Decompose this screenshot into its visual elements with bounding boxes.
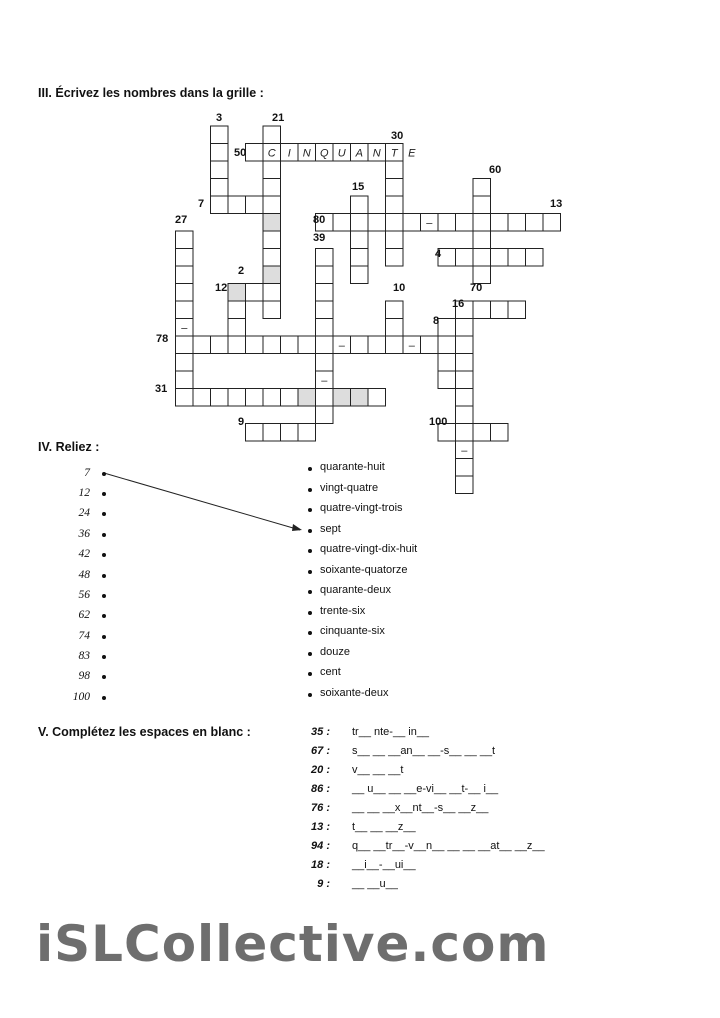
hyphen-mark: – bbox=[426, 217, 433, 230]
grid-cell[interactable] bbox=[298, 389, 316, 407]
fill-pattern[interactable]: __ u__ __ __e-vi__ __t-__ i__ bbox=[352, 783, 499, 795]
grid-cell[interactable] bbox=[473, 179, 491, 197]
grid-cell[interactable] bbox=[263, 284, 281, 302]
grid-cell[interactable] bbox=[263, 266, 281, 284]
clue-21: 21 bbox=[272, 112, 285, 124]
grid-cell[interactable] bbox=[316, 336, 334, 354]
grid-cell[interactable] bbox=[456, 476, 474, 494]
grid-cell[interactable] bbox=[176, 284, 194, 302]
match-dot-right[interactable] bbox=[308, 508, 312, 512]
example-letter: U bbox=[337, 147, 346, 160]
grid-cell[interactable] bbox=[351, 266, 369, 284]
match-word: quatre-vingt-trois bbox=[320, 502, 403, 514]
grid-cell[interactable] bbox=[246, 389, 264, 407]
grid-cell[interactable] bbox=[316, 249, 334, 267]
match-dot-left[interactable] bbox=[102, 594, 106, 598]
match-dot-right[interactable] bbox=[308, 529, 312, 533]
grid-cell[interactable] bbox=[491, 301, 509, 319]
clue-7: 7 bbox=[198, 198, 205, 210]
match-dot-left[interactable] bbox=[102, 512, 106, 516]
clue-8: 8 bbox=[433, 315, 440, 327]
fill-number: 18 : bbox=[311, 859, 330, 871]
section4-title: IV. Reliez : bbox=[38, 440, 100, 454]
grid-cell[interactable] bbox=[473, 301, 491, 319]
clue-30: 30 bbox=[391, 130, 404, 142]
grid-cell[interactable] bbox=[298, 424, 316, 442]
grid-cell[interactable] bbox=[438, 319, 456, 337]
grid-cell[interactable] bbox=[421, 336, 439, 354]
fill-number: 9 : bbox=[317, 878, 330, 890]
fill-pattern[interactable]: tr__ nte-__ in__ bbox=[352, 726, 430, 738]
match-dot-left[interactable] bbox=[102, 492, 106, 496]
match-dot-right[interactable] bbox=[308, 611, 312, 615]
match-number: 42 bbox=[78, 548, 90, 560]
fill-number: 13 : bbox=[311, 821, 330, 833]
clue-2: 2 bbox=[238, 265, 245, 277]
match-number: 62 bbox=[78, 609, 90, 621]
match-number: 56 bbox=[78, 589, 90, 601]
clue-78: 78 bbox=[156, 333, 169, 345]
grid-cell[interactable] bbox=[298, 336, 316, 354]
grid-cell[interactable] bbox=[351, 196, 369, 214]
clue-4: 4 bbox=[435, 248, 442, 260]
match-number: 36 bbox=[78, 528, 90, 540]
example-letter: Q bbox=[319, 147, 329, 160]
grid-cell[interactable] bbox=[386, 196, 404, 214]
grid-cell[interactable] bbox=[351, 389, 369, 407]
grid-cell[interactable] bbox=[456, 249, 474, 267]
match-word: cinquante-six bbox=[320, 625, 385, 637]
grid-cell[interactable] bbox=[386, 214, 404, 232]
clue-12: 12 bbox=[215, 282, 228, 294]
grid-cell[interactable] bbox=[316, 266, 334, 284]
grid-cell[interactable] bbox=[228, 284, 246, 302]
grid-cell[interactable] bbox=[176, 371, 194, 389]
grid-cell[interactable] bbox=[386, 336, 404, 354]
grid-cell[interactable] bbox=[526, 214, 544, 232]
clue-70: 70 bbox=[470, 282, 483, 294]
match-number: 24 bbox=[78, 507, 90, 519]
grid-cell[interactable] bbox=[368, 336, 386, 354]
grid-cell[interactable] bbox=[456, 354, 474, 372]
grid-cell[interactable] bbox=[246, 144, 264, 162]
crossword-grid bbox=[0, 0, 720, 500]
grid-cell[interactable] bbox=[228, 196, 246, 214]
grid-cell[interactable] bbox=[473, 249, 491, 267]
match-dot-right[interactable] bbox=[308, 631, 312, 635]
grid-cell[interactable] bbox=[211, 179, 229, 197]
grid-cell[interactable] bbox=[211, 196, 229, 214]
match-word: trente-six bbox=[320, 605, 366, 617]
grid-cell[interactable] bbox=[543, 214, 561, 232]
match-word: sept bbox=[320, 523, 341, 535]
grid-cell[interactable] bbox=[263, 336, 281, 354]
grid-cell[interactable] bbox=[508, 214, 526, 232]
fill-number: 86 : bbox=[311, 783, 330, 795]
grid-cell[interactable] bbox=[456, 424, 474, 442]
grid-cell[interactable] bbox=[176, 354, 194, 372]
fill-number: 76 : bbox=[311, 802, 330, 814]
grid-cell[interactable] bbox=[333, 214, 351, 232]
match-dot-left[interactable] bbox=[102, 655, 106, 659]
grid-cell[interactable] bbox=[193, 336, 211, 354]
grid-cell[interactable] bbox=[473, 231, 491, 249]
grid-cell[interactable] bbox=[456, 459, 474, 477]
grid-cell[interactable] bbox=[281, 389, 299, 407]
grid-cell[interactable] bbox=[386, 319, 404, 337]
grid-cell[interactable] bbox=[316, 319, 334, 337]
match-word: quatre-vingt-dix-huit bbox=[320, 543, 418, 555]
match-dot-left[interactable] bbox=[102, 533, 106, 537]
grid-cell[interactable] bbox=[456, 214, 474, 232]
hyphen-mark: – bbox=[408, 339, 415, 352]
clue-39: 39 bbox=[313, 232, 326, 244]
fill-pattern[interactable]: t__ __ __z__ bbox=[352, 821, 416, 833]
match-dot-left[interactable] bbox=[102, 614, 106, 618]
grid-cell[interactable] bbox=[176, 336, 194, 354]
clue-60: 60 bbox=[489, 164, 502, 176]
clue-3: 3 bbox=[216, 112, 223, 124]
match-number: 7 bbox=[84, 467, 90, 479]
example-letter: N bbox=[302, 147, 311, 160]
fill-pattern[interactable]: q__ __tr__-v__n__ __ __ __at__ __z__ bbox=[352, 840, 545, 852]
clue-50: 50 bbox=[234, 147, 247, 159]
fill-pattern[interactable]: __ __ __x__nt__-s__ __z__ bbox=[352, 802, 489, 814]
example-letter: A bbox=[355, 147, 363, 160]
grid-cell[interactable] bbox=[316, 354, 334, 372]
grid-cell[interactable] bbox=[351, 336, 369, 354]
fill-pattern[interactable]: s__ __ __an__ __-s__ __ __t bbox=[352, 745, 496, 757]
grid-cell[interactable] bbox=[281, 424, 299, 442]
match-word: cent bbox=[320, 666, 341, 678]
grid-cell[interactable] bbox=[491, 249, 509, 267]
grid-cell[interactable] bbox=[316, 389, 334, 407]
match-word: quarante-deux bbox=[320, 584, 391, 596]
grid-cell[interactable] bbox=[403, 214, 421, 232]
match-dot-right[interactable] bbox=[308, 549, 312, 553]
grid-cell[interactable] bbox=[508, 249, 526, 267]
grid-cell[interactable] bbox=[228, 319, 246, 337]
grid-cell[interactable] bbox=[316, 301, 334, 319]
match-dot-left[interactable] bbox=[102, 574, 106, 578]
grid-cell[interactable] bbox=[263, 301, 281, 319]
match-dot-right[interactable] bbox=[308, 488, 312, 492]
watermark-logo: iSLCollective.com bbox=[36, 915, 550, 973]
grid-cell[interactable] bbox=[316, 284, 334, 302]
hyphen-mark: – bbox=[181, 322, 188, 335]
clue-80: 80 bbox=[313, 214, 326, 226]
grid-cell[interactable] bbox=[263, 424, 281, 442]
match-dot-right[interactable] bbox=[308, 693, 312, 697]
fill-pattern[interactable]: __i__-__ui__ bbox=[352, 859, 416, 871]
grid-cell[interactable] bbox=[386, 231, 404, 249]
match-word: soixante-quatorze bbox=[320, 564, 408, 576]
grid-cell[interactable] bbox=[438, 354, 456, 372]
grid-cell[interactable] bbox=[176, 249, 194, 267]
match-dot-right[interactable] bbox=[308, 672, 312, 676]
match-dot-right[interactable] bbox=[308, 570, 312, 574]
clue-15: 15 bbox=[352, 181, 365, 193]
fill-pattern[interactable]: __ __u__ bbox=[352, 878, 398, 890]
match-number: 12 bbox=[78, 487, 90, 499]
fill-number: 35 : bbox=[311, 726, 330, 738]
grid-cell[interactable] bbox=[456, 336, 474, 354]
grid-cell[interactable] bbox=[473, 214, 491, 232]
clue-16: 16 bbox=[452, 298, 465, 310]
match-dot-left[interactable] bbox=[102, 675, 106, 679]
match-dot-right[interactable] bbox=[308, 652, 312, 656]
hyphen-mark: – bbox=[461, 444, 468, 457]
grid-cell[interactable] bbox=[263, 161, 281, 179]
example-letter: C bbox=[267, 147, 276, 160]
match-dot-left[interactable] bbox=[102, 472, 106, 476]
clue-100: 100 bbox=[429, 416, 448, 428]
grid-cell[interactable] bbox=[263, 214, 281, 232]
match-word: soixante-deux bbox=[320, 687, 389, 699]
grid-cell[interactable] bbox=[176, 389, 194, 407]
grid-cell[interactable] bbox=[526, 249, 544, 267]
grid-cell[interactable] bbox=[316, 406, 334, 424]
grid-cell[interactable] bbox=[456, 319, 474, 337]
grid-cell[interactable] bbox=[386, 249, 404, 267]
grid-cell[interactable] bbox=[438, 371, 456, 389]
grid-cell[interactable] bbox=[456, 406, 474, 424]
match-dot-left[interactable] bbox=[102, 696, 106, 700]
match-dot-right[interactable] bbox=[308, 590, 312, 594]
match-number: 74 bbox=[78, 630, 90, 642]
fill-number: 20 : bbox=[311, 764, 330, 776]
match-word: douze bbox=[320, 646, 350, 658]
clue-9: 9 bbox=[238, 416, 245, 428]
grid-cell[interactable] bbox=[228, 336, 246, 354]
grid-cell[interactable] bbox=[438, 214, 456, 232]
grid-cell[interactable] bbox=[368, 389, 386, 407]
hyphen-mark: – bbox=[321, 374, 328, 387]
match-number: 100 bbox=[72, 691, 90, 703]
fill-number: 67 : bbox=[311, 745, 330, 757]
grid-cell[interactable] bbox=[333, 389, 351, 407]
match-word: vingt-quatre bbox=[320, 482, 379, 494]
grid-cell[interactable] bbox=[351, 231, 369, 249]
match-word: quarante-huit bbox=[320, 461, 385, 473]
grid-cell[interactable] bbox=[473, 196, 491, 214]
grid-cell[interactable] bbox=[456, 389, 474, 407]
grid-cell[interactable] bbox=[491, 214, 509, 232]
grid-cell[interactable] bbox=[263, 196, 281, 214]
grid-cell[interactable] bbox=[176, 266, 194, 284]
grid-cell[interactable] bbox=[263, 126, 281, 144]
grid-cell[interactable] bbox=[246, 336, 264, 354]
grid-cell[interactable] bbox=[351, 249, 369, 267]
fill-pattern[interactable]: v__ __ __t bbox=[352, 764, 404, 776]
grid-cell[interactable] bbox=[263, 179, 281, 197]
grid-cell[interactable] bbox=[491, 424, 509, 442]
grid-cell[interactable] bbox=[438, 336, 456, 354]
example-letter: I bbox=[287, 147, 291, 160]
match-number: 98 bbox=[78, 670, 90, 682]
grid-cell[interactable] bbox=[211, 144, 229, 162]
grid-cell[interactable] bbox=[386, 301, 404, 319]
grid-cell[interactable] bbox=[228, 301, 246, 319]
grid-cell[interactable] bbox=[263, 389, 281, 407]
grid-cell[interactable] bbox=[263, 231, 281, 249]
grid-cell[interactable] bbox=[456, 371, 474, 389]
grid-cell[interactable] bbox=[246, 424, 264, 442]
example-letter: E bbox=[408, 147, 416, 160]
fill-number: 94 : bbox=[311, 840, 330, 852]
match-dot-left[interactable] bbox=[102, 553, 106, 557]
section3-title: III. Écrivez les nombres dans la grille : bbox=[38, 86, 264, 100]
clue-10: 10 bbox=[393, 282, 406, 294]
grid-cell[interactable] bbox=[176, 231, 194, 249]
section5-title: V. Complétez les espaces en blanc : bbox=[38, 725, 251, 739]
grid-cell[interactable] bbox=[211, 336, 229, 354]
example-letter: T bbox=[390, 147, 398, 160]
grid-cell[interactable] bbox=[211, 161, 229, 179]
grid-cell[interactable] bbox=[211, 126, 229, 144]
grid-cell[interactable] bbox=[246, 284, 264, 302]
example-letter: N bbox=[372, 147, 381, 160]
grid-cell[interactable] bbox=[351, 214, 369, 232]
grid-cell[interactable] bbox=[368, 214, 386, 232]
match-dot-right[interactable] bbox=[308, 467, 312, 471]
match-number: 83 bbox=[78, 650, 90, 662]
match-number: 48 bbox=[78, 569, 90, 581]
grid-cell[interactable] bbox=[473, 266, 491, 284]
grid-cell[interactable] bbox=[473, 424, 491, 442]
grid-cell[interactable] bbox=[176, 301, 194, 319]
hyphen-mark: – bbox=[338, 339, 345, 352]
grid-cell[interactable] bbox=[386, 161, 404, 179]
grid-cell[interactable] bbox=[263, 249, 281, 267]
grid-cell[interactable] bbox=[246, 196, 264, 214]
clue-31: 31 bbox=[155, 383, 168, 395]
grid-cell[interactable] bbox=[211, 389, 229, 407]
grid-cell[interactable] bbox=[508, 301, 526, 319]
grid-cell[interactable] bbox=[386, 179, 404, 197]
match-dot-left[interactable] bbox=[102, 635, 106, 639]
grid-cell[interactable] bbox=[193, 389, 211, 407]
clue-13: 13 bbox=[550, 198, 563, 210]
clue-27: 27 bbox=[175, 214, 188, 226]
grid-cell[interactable] bbox=[228, 389, 246, 407]
grid-cell[interactable] bbox=[281, 336, 299, 354]
